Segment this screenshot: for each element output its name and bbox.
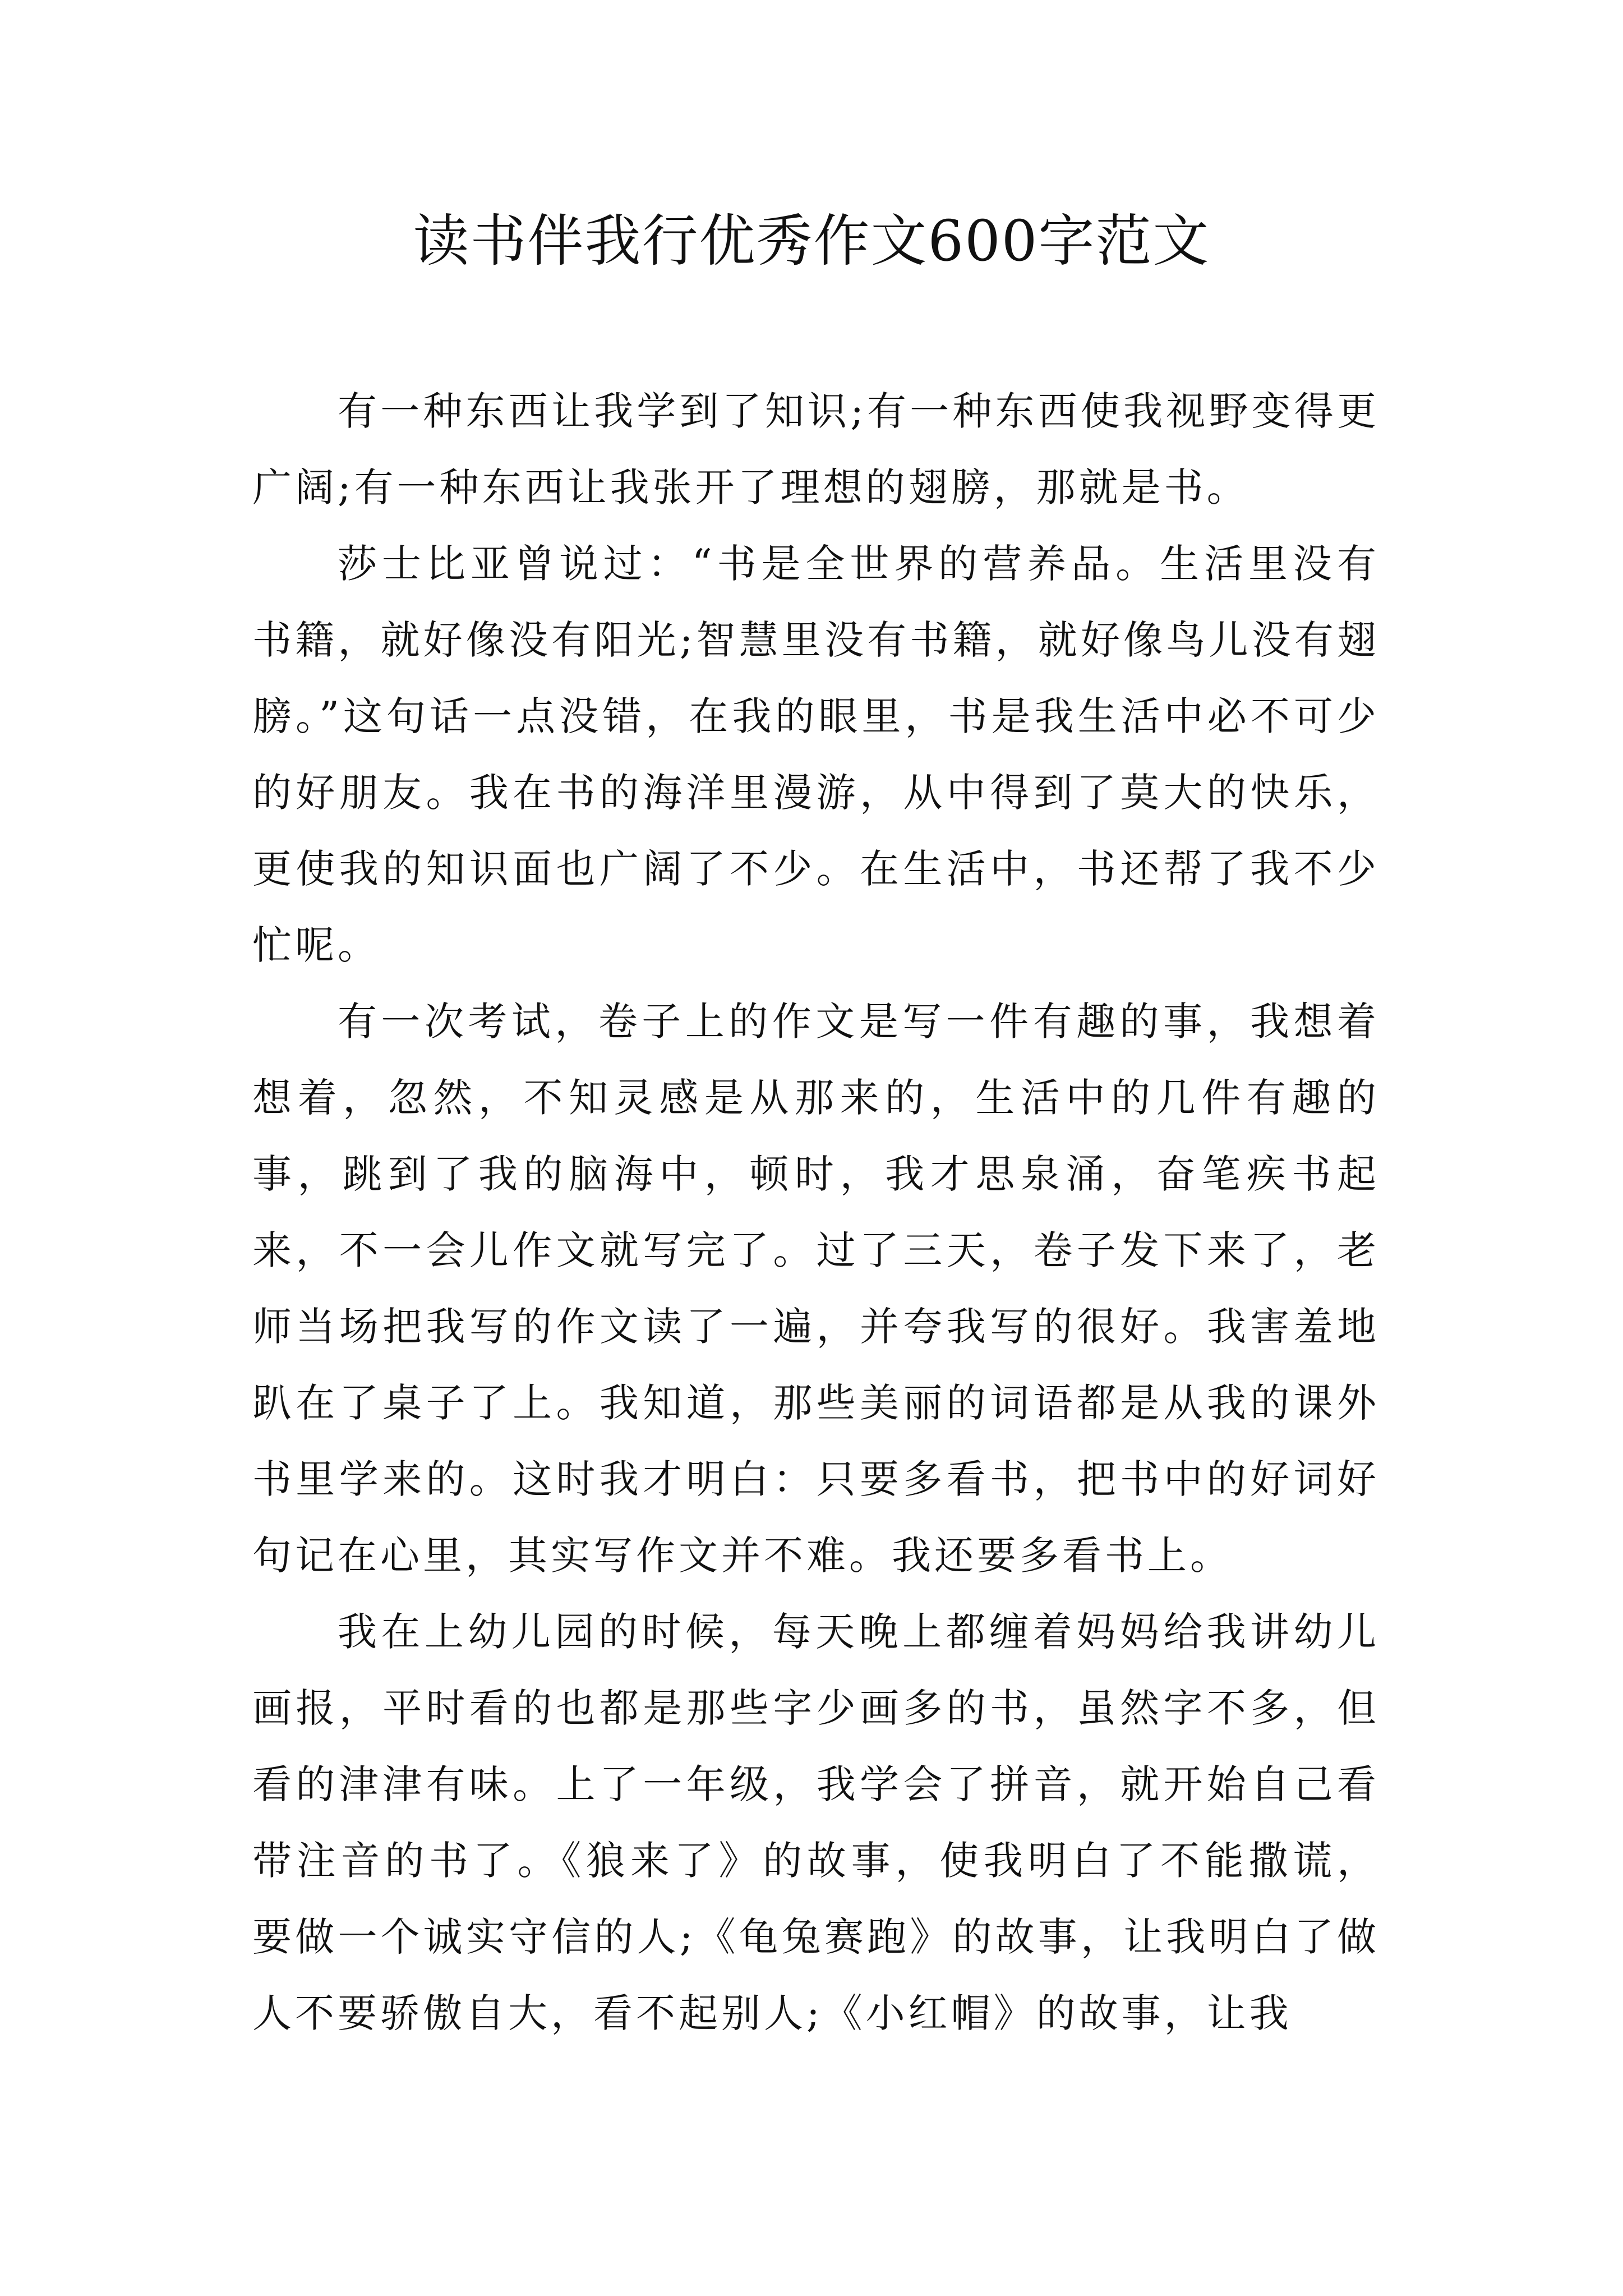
paragraph-3: 有一次考试，卷子上的作文是写一件有趣的事，我想着想着，忽然，不知灵感是从那来的，生活中的几件有趣的事，跳到了我的脑海中，顿时，我才思泉涌，奋笔疾书起来，不一会儿作文就写完了。过了三天，卷子发下来了，老师当场把我写的作文读了一遍，并夸我写的很好。我害羞地趴在了桌子了上。我知道，那些美丽的词语都是从我的课外书里学来的。这时我才明白：只要多看书，把书中的好词好句记在心里，其实写作文并不难。我还要多看书上。	[252, 999, 1380, 1579]
paragraph-2: 莎士比亚曾说过：“书是全世界的营养品。生活里没有书籍，就好像没有阳光;智慧里没有书籍，就好像鸟儿没有翅膀。”这句话一点没错，在我的眼里，书是我生活中必不可少的好朋友。我在书的海洋里漫游，从中得到了莫大的快乐，更使我的知识面也广阔了不少。在生活中，书还帮了我不少忙呢。	[252, 541, 1380, 968]
document-title: 读书伴我行优秀作文600字范文	[413, 208, 1210, 274]
paragraph-1: 有一种东西让我学到了知识;有一种东西使我视野变得更广阔;有一种东西让我张开了理想的翅膀，那就是书。	[252, 388, 1380, 510]
document-body	[252, 373, 1380, 2051]
paragraph-4: 我在上幼儿园的时候，每天晚上都缠着妈妈给我讲幼儿画报，平时看的也都是那些字少画多的书，虽然字不多，但看的津津有味。上了一年级，我学会了拼音，就开始自己看带注音的书了。《狼来了》的故事，使我明白了不能撒谎，要做一个诚实守信的人;《龟兔赛跑》的故事，让我明白了做人不要骄傲自大，看不起别人;《小红帽》的故事，让我	[252, 1609, 1380, 2036]
